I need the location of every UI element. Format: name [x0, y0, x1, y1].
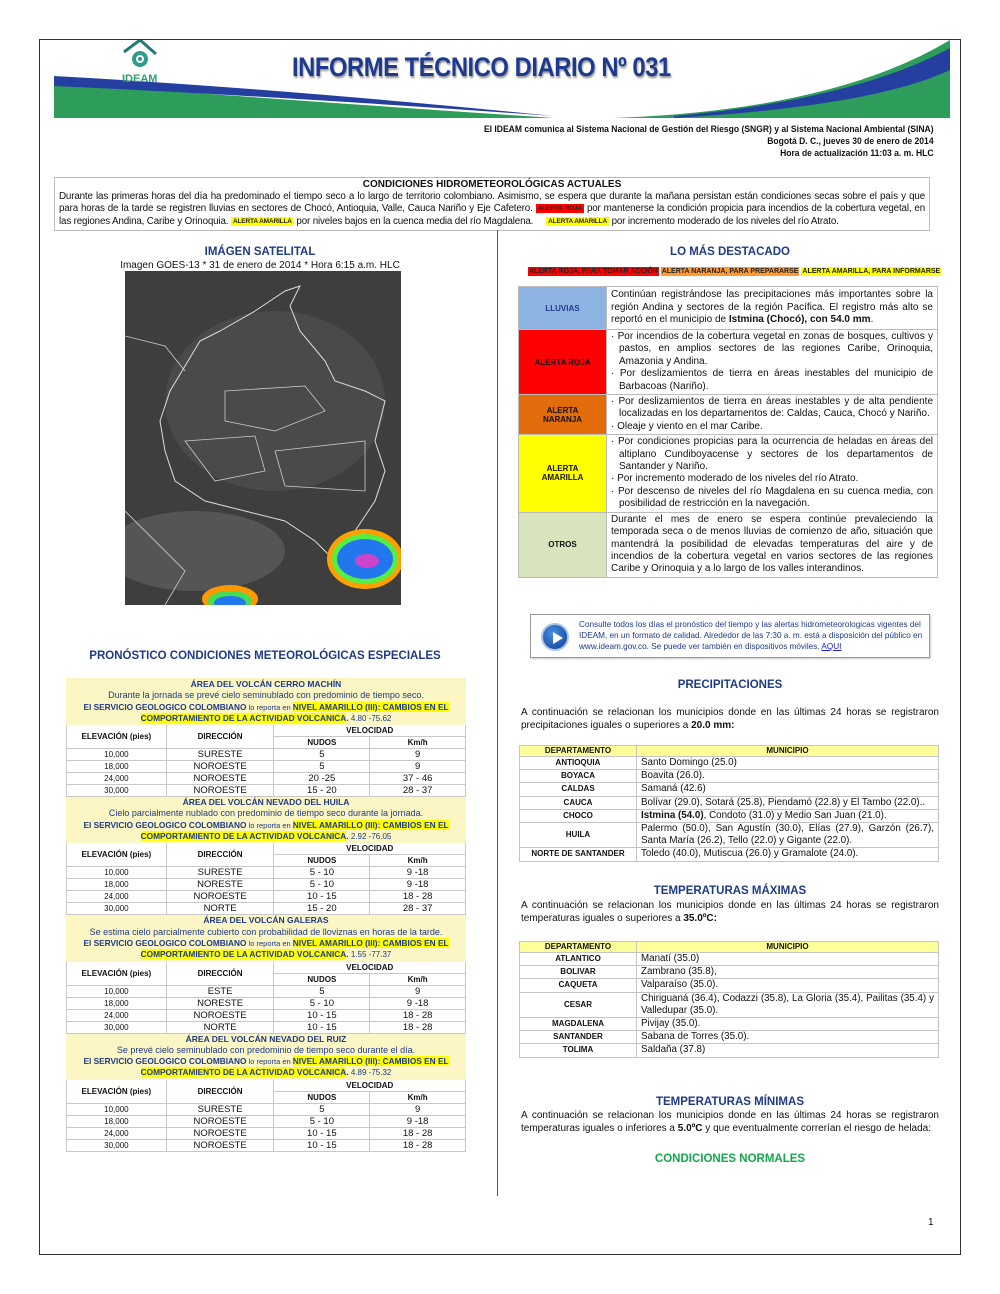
kmh-cell: 18 - 28: [370, 1139, 466, 1151]
mun-cell: Manatí (35.0): [637, 953, 939, 966]
direction-cell: SURESTE: [166, 749, 274, 761]
column-header: [67, 725, 466, 737]
table-header: [520, 746, 939, 757]
elevation-cell: 10,000: [67, 867, 167, 879]
volcano-desc: Durante la jornada se prevé cielo seminublado con predominio de tiempo seco.: [108, 690, 424, 701]
kmh-cell: 18 - 28: [370, 1021, 466, 1033]
volcano-desc: Se prevé cielo seminublado con predominio de tiempo seco durante el día.: [116, 1044, 416, 1055]
volcano-header: [67, 797, 466, 843]
mun-cell: Samaná (42.6): [637, 783, 939, 796]
highlight-label: [519, 435, 607, 512]
highlight-label-text: ALERTA NARANJA: [542, 405, 583, 424]
col-direction: DIRECCIÓN: [166, 725, 274, 749]
col-knots: NUDOS: [274, 855, 370, 867]
table-row: [67, 1009, 466, 1021]
elevation-cell: 24,000: [67, 773, 167, 785]
kmh-cell: 9: [370, 761, 466, 773]
table-row: [67, 1115, 466, 1127]
satellite-title: IMÁGEN SATELITAL: [204, 246, 316, 258]
conditions-text-part: Durante las primeras horas del día ha predominado el tiempo seco a lo largo de territorio colombiano. Asimismo, se espera que durante la mañana persistan están condiciones secas sobre el país y que para horas de la tarde se registren lluvias en sectores de Chocó, Antioquia, Valle, Cauca Nariño y Eje Cafetero.: [59, 191, 925, 215]
col-direction: DIRECCIÓN: [166, 1079, 274, 1103]
volcano-info: [67, 797, 466, 843]
table-row: [67, 749, 466, 761]
table-row: [520, 770, 939, 783]
mun-cell: [637, 809, 939, 822]
mun-cell: Boavita (26.0).: [637, 770, 939, 783]
kmh-cell: 9 -18: [370, 879, 466, 891]
sgc-report: [67, 938, 465, 949]
highlight-row-naranja: [519, 395, 938, 435]
table-row: [67, 997, 466, 1009]
mun-cell: Valparaíso (35.0).: [637, 979, 939, 992]
volcano-level: COMPORTAMIENTO DE LA ACTIVIDAD VOLCANICA: [140, 712, 347, 723]
direction-cell: NOROESTE: [166, 773, 274, 785]
dep-cell: MAGDALENA: [520, 1018, 637, 1031]
direction-cell: NOROESTE: [166, 1009, 274, 1021]
alert-yellow-tag: ALERTA AMARILLA: [548, 217, 607, 225]
legend-red: ALERTA ROJA, PARA TOMAR ACCIÓN: [529, 268, 658, 275]
knots-cell: 10 - 15: [274, 1009, 370, 1021]
col-departamento: DEPARTAMENTO: [520, 942, 637, 953]
table-row: [520, 1018, 939, 1031]
col-kmh: Km/h: [370, 737, 466, 749]
volcano-info: [67, 915, 466, 961]
alert-yellow-tag: ALERTA AMARILLA: [232, 217, 292, 225]
direction-cell: NORTE: [166, 903, 274, 915]
tmax-intro: [521, 900, 939, 925]
knots-cell: 10 - 15: [274, 1127, 370, 1139]
current-conditions-box: [54, 177, 930, 231]
col-direction: DIRECCIÓN: [166, 843, 274, 867]
table-row: [520, 1044, 939, 1057]
col-velocity: VELOCIDAD: [274, 961, 466, 973]
volcano-name: ÁREA DEL VOLCÁN NEVADO DEL RUIZ: [185, 1033, 347, 1044]
dep-cell: ANTIOQUIA: [520, 757, 637, 770]
highlight-item: · Por incendios de la cobertura vegetal en zonas de bosques, cultivos y pastos, en amplios sectores de las regiones Caribe, Orinoquia, Amazonia y Andina.: [611, 331, 933, 368]
table-row: [520, 783, 939, 796]
highlight-label: ALERTA ROJA: [519, 330, 607, 395]
tmin-intro-text: A continuación se relacionan los municipios donde en las últimas 24 horas se registraron temperaturas iguales o inferiores a: [521, 1110, 939, 1134]
highlight-label: [519, 395, 607, 435]
satellite-image: [125, 271, 401, 605]
kmh-cell: 18 - 28: [370, 1127, 466, 1139]
highlight-item: · Por deslizamientos de tierra en áreas inestables del municipio de Barbacoas (Nariño).: [611, 368, 933, 393]
knots-cell: 10 - 15: [274, 1021, 370, 1033]
highlight-text: Durante el mes de enero se espera continúe prevaleciendo la temporada seca o de menos lluvias de comienzo de año, situación que mantendrá la posibilidad de elevadas temperaturas del aire y de incendios de la cobertura vegetal en varios sectores de las regiones Caribe y Orinoquia y a lo largo de los valles interandinos.: [607, 512, 938, 577]
highlight-text-part: Continúan registrándose las precipitaciones más importantes sobre la región Andina y sectores de la región Pacífica. El registro más alto se reportó en el municipio de: [611, 289, 933, 326]
aqui-link[interactable]: AQUI: [821, 642, 842, 651]
volcano-level: NIVEL AMARILLO (III): CAMBIOS EN EL: [292, 1056, 449, 1067]
elevation-cell: 18,000: [67, 879, 167, 891]
table-row: [67, 985, 466, 997]
sgc-report-2: COMPORTAMIENTO DE LA ACTIVIDAD VOLCANICA. 4.89 -75.32: [140, 1067, 392, 1078]
highlights-title: LO MÁS DESTACADO: [670, 246, 790, 258]
column-header: [67, 961, 466, 973]
precip-intro-text: A continuación se relacionan los municipios donde en las últimas 24 horas se registraron precipitaciones iguales o superiores a: [521, 707, 939, 731]
col-knots: NUDOS: [274, 973, 370, 985]
highlight-label-text: ALERTA AMARILLA: [541, 464, 584, 483]
kmh-cell: 9: [370, 1103, 466, 1115]
direction-cell: NOROESTE: [166, 891, 274, 903]
ideam-logo: [80, 40, 180, 90]
volcano-info: [67, 679, 466, 725]
conditions-text-part: por mantenerse la condición propicia para incendios de la cobertura vegetal, en las regiones Andina, Caribe y Orinoquia.: [59, 203, 926, 227]
highlight-text: [607, 395, 938, 435]
highlight-item: · Por deslizamientos de tierra en áreas inestables y de alta pendiente localizadas en los departamentos de: Caldas, Cauca, Chocó y Nariño.: [611, 396, 933, 421]
col-elevation: ELEVACIÓN (pies): [67, 725, 167, 749]
dep-cell: HUILA: [520, 823, 637, 848]
sgc-report: [67, 820, 465, 831]
knots-cell: 5: [274, 1103, 370, 1115]
consult-text-body: Consulte todos los días el pronóstico del tiempo y las alertas hidrometeorologicas vigentes del IDEAM, en un formato de calidad. Alrededor de las 7:30 a. m. está a disposición del público en www.ideam.gov.co. Se puede ver también en dispositivos móviles.: [579, 620, 923, 651]
kmh-cell: 9: [370, 985, 466, 997]
kmh-cell: 18 - 28: [370, 1009, 466, 1021]
table-row: [67, 1103, 466, 1115]
mun-cell: Pivijay (35.0).: [637, 1018, 939, 1031]
ideam-logo-icon: [80, 40, 180, 90]
page-number: 1: [928, 1217, 934, 1228]
column-divider: [497, 230, 498, 1196]
highlight-text: [607, 435, 938, 512]
volcano-coords: 4.89 -75.32: [350, 1068, 392, 1078]
sgc-name: El SERVICIO GEOLOGICO COLOMBIANO: [83, 819, 247, 830]
col-direction: DIRECCIÓN: [166, 961, 274, 985]
dep-cell: ATLANTICO: [520, 953, 637, 966]
sgc-report: [67, 702, 465, 713]
satellite-map-icon: [125, 271, 401, 605]
sgc-mid: lo reporta en: [246, 702, 293, 712]
tmin-title: TEMPERATURAS MÍNIMAS: [655, 1096, 804, 1108]
direction-cell: SURESTE: [166, 1103, 274, 1115]
elevation-cell: 18,000: [67, 1115, 167, 1127]
col-elevation: ELEVACIÓN (pies): [67, 961, 167, 985]
sgc-mid: lo reporta en: [246, 820, 293, 830]
table-row: [67, 891, 466, 903]
direction-cell: NOROESTE: [166, 1127, 274, 1139]
highlight-text-part: .: [870, 314, 874, 326]
tmin-intro: [521, 1110, 939, 1135]
table-row: [67, 1127, 466, 1139]
elevation-cell: 30,000: [67, 785, 167, 797]
conditions-text-part: por niveles bajos en la cuenca media del río Magdalena.: [296, 215, 534, 227]
dep-cell: SANTANDER: [520, 1031, 637, 1044]
highlight-text: [607, 330, 938, 395]
table-row: [67, 1021, 466, 1033]
volcano-coords: 2.92 -76.05: [350, 832, 392, 842]
table-row: [67, 761, 466, 773]
table-row: [520, 796, 939, 809]
tmin-threshold: 5.0ºC: [677, 1122, 703, 1134]
sgc-name: El SERVICIO GEOLOGICO COLOMBIANO: [83, 937, 247, 948]
highlight-label: LLUVIAS: [519, 287, 607, 330]
table-row: [520, 809, 939, 822]
mun-cell: Zambrano (35.8),: [637, 966, 939, 979]
mun-bold: Istmina (54.0): [641, 809, 704, 821]
direction-cell: ESTE: [166, 985, 274, 997]
elevation-cell: 10,000: [67, 985, 167, 997]
col-kmh: Km/h: [370, 973, 466, 985]
kmh-cell: 9 -18: [370, 1115, 466, 1127]
highlight-row-lluvias: [519, 287, 938, 330]
highlight-item: · Por incremento moderado de los niveles del río Atrato.: [611, 473, 933, 485]
mun-cell: Bolívar (29.0), Sotará (25.8), Piendamó (22.8) y El Tambo (22.0)..: [637, 796, 939, 809]
volcano-forecast-table: [66, 678, 466, 1152]
direction-cell: NOROESTE: [166, 1139, 274, 1151]
knots-cell: 5 - 10: [274, 879, 370, 891]
report-title: INFORME TÉCNICO DIARIO Nº 031: [292, 52, 671, 82]
elevation-cell: 18,000: [67, 997, 167, 1009]
col-kmh: Km/h: [370, 1091, 466, 1103]
table-row: [67, 903, 466, 915]
knots-cell: 15 - 20: [274, 785, 370, 797]
highlights-table: [518, 286, 938, 578]
dep-cell: NORTE DE SANTANDER: [520, 848, 637, 861]
volcano-level: COMPORTAMIENTO DE LA ACTIVIDAD VOLCANICA: [140, 1067, 347, 1078]
alert-legend: [528, 268, 941, 275]
table-row: [520, 979, 939, 992]
volcano-header: [67, 915, 466, 961]
knots-cell: 5: [274, 761, 370, 773]
volcano-level: NIVEL AMARILLO (III): CAMBIOS EN EL: [292, 937, 449, 948]
svg-text:IDEAM: IDEAM: [122, 73, 158, 85]
elevation-cell: 30,000: [67, 1021, 167, 1033]
conditions-text-part: por incremento moderado de los niveles del río Atrato.: [611, 215, 839, 227]
kmh-cell: 9 -18: [370, 997, 466, 1009]
dep-cell: CHOCO: [520, 809, 637, 822]
knots-cell: 10 - 15: [274, 1139, 370, 1151]
conditions-text: [59, 191, 925, 228]
table-row: [520, 992, 939, 1017]
dep-cell: CAQUETA: [520, 979, 637, 992]
sgc-report: [67, 1056, 465, 1067]
direction-cell: NOROESTE: [166, 1115, 274, 1127]
dep-cell: CALDAS: [520, 783, 637, 796]
volcano-header: [67, 1033, 466, 1079]
highlight-label: OTROS: [519, 512, 607, 577]
knots-cell: 5 - 10: [274, 997, 370, 1009]
volcano-info: [67, 1033, 466, 1079]
mun-cell: Palermo (50.0), San Agustín (30.0), Elías (27.9), Garzón (26.7), Santa María (26.2), Tello (22.0) y Gigante (22.0).: [637, 823, 939, 848]
table-row: [520, 757, 939, 770]
consult-banner: [530, 614, 930, 658]
elevation-cell: 30,000: [67, 903, 167, 915]
dep-cell: BOYACA: [520, 770, 637, 783]
table-row: [67, 773, 466, 785]
elevation-cell: 24,000: [67, 1009, 167, 1021]
consult-text: [579, 619, 925, 652]
knots-cell: 20 -25: [274, 773, 370, 785]
table-row: [520, 966, 939, 979]
tmax-table: [519, 941, 939, 1058]
table-row: [67, 867, 466, 879]
mun-cell: Santo Domingo (25.0): [637, 757, 939, 770]
column-header: [67, 1079, 466, 1091]
kmh-cell: 28 - 37: [370, 785, 466, 797]
kmh-cell: 18 - 28: [370, 891, 466, 903]
volcano-coords: 4.80 -75.62: [350, 713, 392, 723]
table-header: [520, 942, 939, 953]
table-row: [520, 823, 939, 848]
forecast-title: PRONÓSTICO CONDICIONES METEOROLÓGICAS ESPECIALES: [89, 650, 441, 662]
highlight-row-otros: [519, 512, 938, 577]
mun-cell: Saldaña (37.8): [637, 1044, 939, 1057]
col-velocity: VELOCIDAD: [274, 725, 466, 737]
highlight-bold: Istmina (Chocó), con 54.0 mm: [728, 314, 871, 326]
volcano-level: COMPORTAMIENTO DE LA ACTIVIDAD VOLCANICA: [140, 949, 347, 960]
volcano-name: ÁREA DEL VOLCÁN NEVADO DEL HUILA: [182, 797, 350, 808]
direction-cell: NORESTE: [166, 997, 274, 1009]
elevation-cell: 24,000: [67, 891, 167, 903]
alert-red-tag: ALERTA ROJA: [537, 205, 582, 213]
col-velocity: VELOCIDAD: [274, 1079, 466, 1091]
knots-cell: 5 - 10: [274, 1115, 370, 1127]
volcano-desc: Cielo parcialmente nublado con predominio de tiempo seco durante la jornada.: [108, 808, 424, 819]
sgc-name: El SERVICIO GEOLOGICO COLOMBIANO: [83, 1056, 247, 1067]
elevation-cell: 10,000: [67, 749, 167, 761]
col-departamento: DEPARTAMENTO: [520, 746, 637, 757]
table-row: [520, 848, 939, 861]
info-line-sngr: El IDEAM comunica al Sistema Nacional de Gestión del Riesgo (SNGR) y al Sistema Nacional Ambiental (SINA): [484, 124, 934, 135]
knots-cell: 10 - 15: [274, 891, 370, 903]
legend-orange: ALERTA NARANJA, PARA PREPARARSE: [661, 268, 799, 275]
knots-cell: 15 - 20: [274, 903, 370, 915]
mun-cell: Sabana de Torres (35.0).: [637, 1031, 939, 1044]
info-line-update-time: Hora de actualización 11:03 a. m. HLC: [780, 148, 934, 159]
volcano-name: ÁREA DEL VOLCÁN CERRO MACHÍN: [190, 679, 342, 689]
conditions-title: CONDICIONES HIDROMETEOROLÓGICAS ACTUALES: [362, 179, 622, 190]
direction-cell: SURESTE: [166, 867, 274, 879]
knots-cell: 5: [274, 985, 370, 997]
precip-title: PRECIPITACIONES: [677, 679, 783, 691]
table-row: [520, 1031, 939, 1044]
table-row: [67, 879, 466, 891]
sgc-name: El SERVICIO GEOLOGICO COLOMBIANO: [83, 701, 247, 712]
info-line-date: Bogotá D. C., jueves 30 de enero de 2014: [767, 136, 934, 147]
col-velocity: VELOCIDAD: [274, 843, 466, 855]
knots-cell: 5 - 10: [274, 867, 370, 879]
sgc-report-2: COMPORTAMIENTO DE LA ACTIVIDAD VOLCANICA. 1.55 -77.37: [140, 949, 392, 960]
tmax-title: TEMPERATURAS MÁXIMAS: [653, 885, 807, 897]
precip-threshold: 20.0 mm:: [691, 719, 735, 731]
satellite-caption: Imagen GOES-13 * 31 de enero de 2014 * Hora 6:15 a.m. HLC: [120, 260, 400, 271]
table-row: [520, 953, 939, 966]
mun-cell: Toledo (40.0), Mutiscua (26.0) y Gramalote (24.0).: [637, 848, 939, 861]
tmin-status: CONDICIONES NORMALES: [654, 1153, 806, 1165]
mun-cell: Chiriguaná (36.4), Codazzi (35.8), La Gloria (35.4), Pailitas (35.4) y Valledupar (35.0).: [637, 992, 939, 1017]
highlight-text: [607, 287, 938, 330]
elevation-cell: 18,000: [67, 761, 167, 773]
tmax-threshold: 35.0ºC:: [683, 912, 717, 924]
col-knots: NUDOS: [274, 737, 370, 749]
sgc-mid: lo reporta en: [246, 938, 293, 948]
kmh-cell: 9 -18: [370, 867, 466, 879]
legend-yellow: ALERTA AMARILLA, PARA INFORMARSE: [802, 268, 941, 275]
direction-cell: NORESTE: [166, 879, 274, 891]
volcano-desc: Se estima cielo parcialmente cubierto con probabilidad de lloviznas en horas de la tarde.: [89, 926, 443, 937]
dep-cell: CESAR: [520, 992, 637, 1017]
sgc-report-2: COMPORTAMIENTO DE LA ACTIVIDAD VOLCANICA. 4.80 -75.62: [140, 712, 392, 723]
highlight-row-amarilla: [519, 435, 938, 512]
col-knots: NUDOS: [274, 1091, 370, 1103]
mun-text: , Condoto (31.0) y Medio San Juan (21.0).: [703, 809, 887, 821]
sgc-mid: lo reporta en: [246, 1057, 293, 1067]
knots-cell: 5: [274, 749, 370, 761]
col-elevation: ELEVACIÓN (pies): [67, 843, 167, 867]
precip-table: [519, 745, 939, 862]
volcano-header: [67, 679, 466, 725]
play-icon[interactable]: [541, 623, 569, 651]
volcano-level: NIVEL AMARILLO (III): CAMBIOS EN EL: [292, 701, 449, 712]
col-kmh: Km/h: [370, 855, 466, 867]
direction-cell: NORTE: [166, 1021, 274, 1033]
table-row: [67, 1139, 466, 1151]
highlight-row-roja: [519, 330, 938, 395]
col-municipio: MUNICIPIO: [637, 746, 939, 757]
direction-cell: NOROESTE: [166, 785, 274, 797]
kmh-cell: 37 - 46: [370, 773, 466, 785]
dep-cell: BOLIVAR: [520, 966, 637, 979]
dep-cell: CAUCA: [520, 796, 637, 809]
elevation-cell: 30,000: [67, 1139, 167, 1151]
tmax-intro-text: A continuación se relacionan los municipios donde en las últimas 24 horas se registraron temperaturas iguales o superiores a: [521, 900, 939, 924]
precip-intro: [521, 707, 939, 732]
table-row: [67, 785, 466, 797]
col-elevation: ELEVACIÓN (pies): [67, 1079, 167, 1103]
direction-cell: NOROESTE: [166, 761, 274, 773]
kmh-cell: 28 - 37: [370, 903, 466, 915]
tmin-outro-text: y que eventualmente correrían el riesgo de helada:: [702, 1122, 932, 1134]
highlight-item: · Oleaje y viento en el mar Caribe.: [611, 421, 933, 433]
volcano-level: NIVEL AMARILLO (III): CAMBIOS EN EL: [292, 819, 449, 830]
elevation-cell: 10,000: [67, 1103, 167, 1115]
header-info: [484, 124, 934, 160]
elevation-cell: 24,000: [67, 1127, 167, 1139]
volcano-level: COMPORTAMIENTO DE LA ACTIVIDAD VOLCANICA: [140, 831, 347, 842]
volcano-coords: 1.55 -77.37: [350, 950, 392, 960]
kmh-cell: 9: [370, 749, 466, 761]
highlight-item: · Por condiciones propicias para la ocurrencia de heladas en áreas del altiplano Cundiboyacense y sectores de los departamentos de Santander y Nariño.: [611, 436, 933, 473]
dep-cell: TOLIMA: [520, 1044, 637, 1057]
highlight-item: · Por descenso de niveles del río Magdalena en su cuenca media, con posibilidad de restricción en la navegación.: [611, 486, 933, 511]
column-header: [67, 843, 466, 855]
sgc-report-2: COMPORTAMIENTO DE LA ACTIVIDAD VOLCANICA. 2.92 -76.05: [140, 831, 392, 842]
col-municipio: MUNICIPIO: [637, 942, 939, 953]
volcano-name: ÁREA DEL VOLCÁN GALERAS: [203, 915, 329, 926]
